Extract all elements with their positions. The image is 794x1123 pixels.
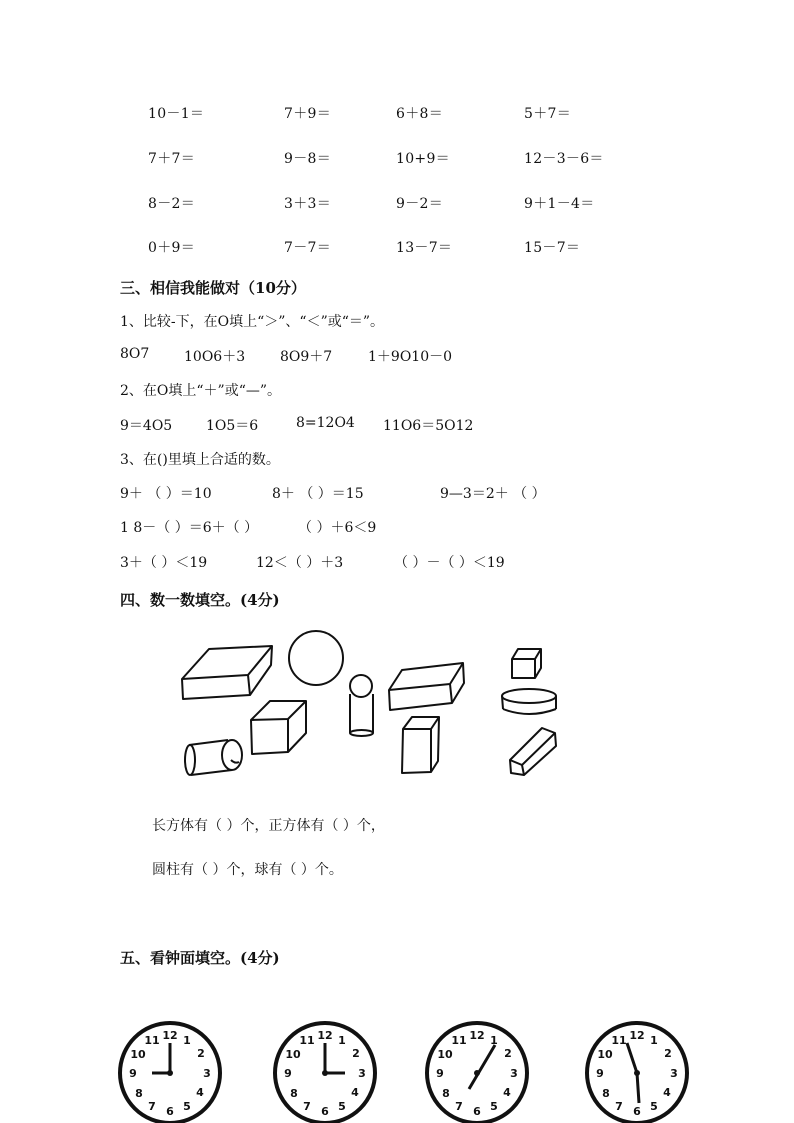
equation: 3＋3＝ (284, 196, 332, 212)
operator-item: 11O6＝5O12 (383, 418, 474, 434)
svg-text:7: 7 (615, 1100, 623, 1113)
svg-text:7: 7 (303, 1100, 311, 1113)
compare-item: 8O9＋7 (280, 349, 333, 365)
svg-text:3: 3 (510, 1067, 518, 1080)
svg-text:1: 1 (338, 1034, 346, 1047)
svg-text:12: 12 (162, 1029, 178, 1042)
fill-blank-item: 9＋ （ ）＝10 (120, 486, 212, 502)
equation: 15－7＝ (524, 240, 581, 256)
svg-text:2: 2 (664, 1047, 672, 1060)
clock-face-4 (587, 1023, 687, 1123)
fill-blank-item: 9—3＝2＋ （ ） (440, 486, 546, 502)
svg-text:5: 5 (338, 1100, 346, 1113)
svg-text:2: 2 (352, 1047, 360, 1060)
equation: 9＋1－4＝ (524, 196, 595, 212)
svg-text:8: 8 (442, 1087, 450, 1100)
svg-text:1: 1 (650, 1034, 658, 1047)
question-2: 2、在O填上“＋”或“—”。 (120, 383, 282, 399)
svg-text:3: 3 (358, 1067, 366, 1080)
clock-face-1 (120, 1023, 220, 1123)
compare-item: 10O6＋3 (184, 349, 246, 365)
equation: 6＋8＝ (396, 106, 444, 122)
equation: 5＋7＝ (524, 106, 572, 122)
clock-face-3 (427, 1023, 527, 1123)
fill-blank-item: （ ）＋6＜9 (298, 520, 377, 536)
equation: 9－8＝ (284, 151, 332, 167)
clock-face-2 (275, 1023, 375, 1123)
svg-text:10: 10 (437, 1048, 453, 1061)
equation: 7－7＝ (284, 240, 332, 256)
svg-text:4: 4 (196, 1086, 204, 1099)
equation: 0＋9＝ (148, 240, 196, 256)
section-5-title: 五、看钟面填空。(4分) (120, 949, 280, 967)
svg-text:11: 11 (451, 1034, 467, 1047)
fill-blank-item: （ ）－（ ）＜19 (394, 555, 505, 571)
svg-text:6: 6 (166, 1105, 174, 1118)
svg-text:8: 8 (135, 1087, 143, 1100)
svg-text:9: 9 (129, 1067, 137, 1080)
svg-text:11: 11 (144, 1034, 160, 1047)
section-3-title: 三、相信我能做对（10分） (120, 279, 306, 297)
question-3: 3、在()里填上合适的数。 (120, 452, 280, 468)
svg-text:6: 6 (473, 1105, 481, 1118)
svg-text:3: 3 (203, 1067, 211, 1080)
operator-item: 1O5＝6 (206, 418, 259, 434)
svg-text:7: 7 (455, 1100, 463, 1113)
svg-text:2: 2 (504, 1047, 512, 1060)
compare-item: 1＋9O10－0 (368, 349, 453, 365)
svg-text:5: 5 (490, 1100, 498, 1113)
compare-item: 8O7 (120, 346, 150, 362)
count-line-1: 长方体有（ ）个，正方体有（ ）个， (152, 818, 385, 834)
svg-text:1: 1 (183, 1034, 191, 1047)
svg-text:6: 6 (321, 1105, 329, 1118)
count-line-2: 圆柱有（ ）个，球有（ ）个。 (152, 862, 343, 878)
svg-text:12: 12 (469, 1029, 485, 1042)
question-1: 1、比较-下，在O填上“＞”、“＜”或“＝”。 (120, 314, 385, 330)
svg-text:2: 2 (197, 1047, 205, 1060)
fill-blank-item: 1 8－（ ）＝6＋（ ） (120, 520, 259, 536)
svg-text:5: 5 (650, 1100, 658, 1113)
svg-text:12: 12 (317, 1029, 333, 1042)
svg-text:4: 4 (351, 1086, 359, 1099)
svg-text:10: 10 (597, 1048, 613, 1061)
svg-text:3: 3 (670, 1067, 678, 1080)
svg-text:8: 8 (290, 1087, 298, 1100)
fill-blank-item: 8＋ （ ）＝15 (272, 486, 364, 502)
svg-text:9: 9 (436, 1067, 444, 1080)
svg-text:8: 8 (602, 1087, 610, 1100)
fill-blank-item: 3＋（ ）＜19 (120, 555, 208, 571)
equation: 7＋7＝ (148, 151, 196, 167)
section-4-title: 四、数一数填空。(4分) (120, 591, 280, 609)
svg-text:9: 9 (596, 1067, 604, 1080)
svg-text:1: 1 (490, 1034, 498, 1047)
equation: 10－1＝ (148, 106, 205, 122)
equation: 12－3－6＝ (524, 151, 604, 167)
svg-text:6: 6 (633, 1105, 641, 1118)
svg-text:4: 4 (663, 1086, 671, 1099)
svg-text:5: 5 (183, 1100, 191, 1113)
equation: 9－2＝ (396, 196, 444, 212)
svg-text:11: 11 (299, 1034, 315, 1047)
svg-text:4: 4 (503, 1086, 511, 1099)
operator-item: 8=12O4 (296, 415, 355, 431)
equation: 10+9＝ (396, 151, 450, 167)
svg-text:10: 10 (285, 1048, 301, 1061)
svg-text:10: 10 (130, 1048, 146, 1061)
equation: 13－7＝ (396, 240, 453, 256)
svg-text:7: 7 (148, 1100, 156, 1113)
equation: 8－2＝ (148, 196, 196, 212)
svg-text:9: 9 (284, 1067, 292, 1080)
equation: 7＋9＝ (284, 106, 332, 122)
svg-text:12: 12 (629, 1029, 645, 1042)
fill-blank-item: 12＜（ ）＋3 (256, 555, 344, 571)
operator-item: 9＝4O5 (120, 418, 173, 434)
svg-text:11: 11 (611, 1034, 627, 1047)
